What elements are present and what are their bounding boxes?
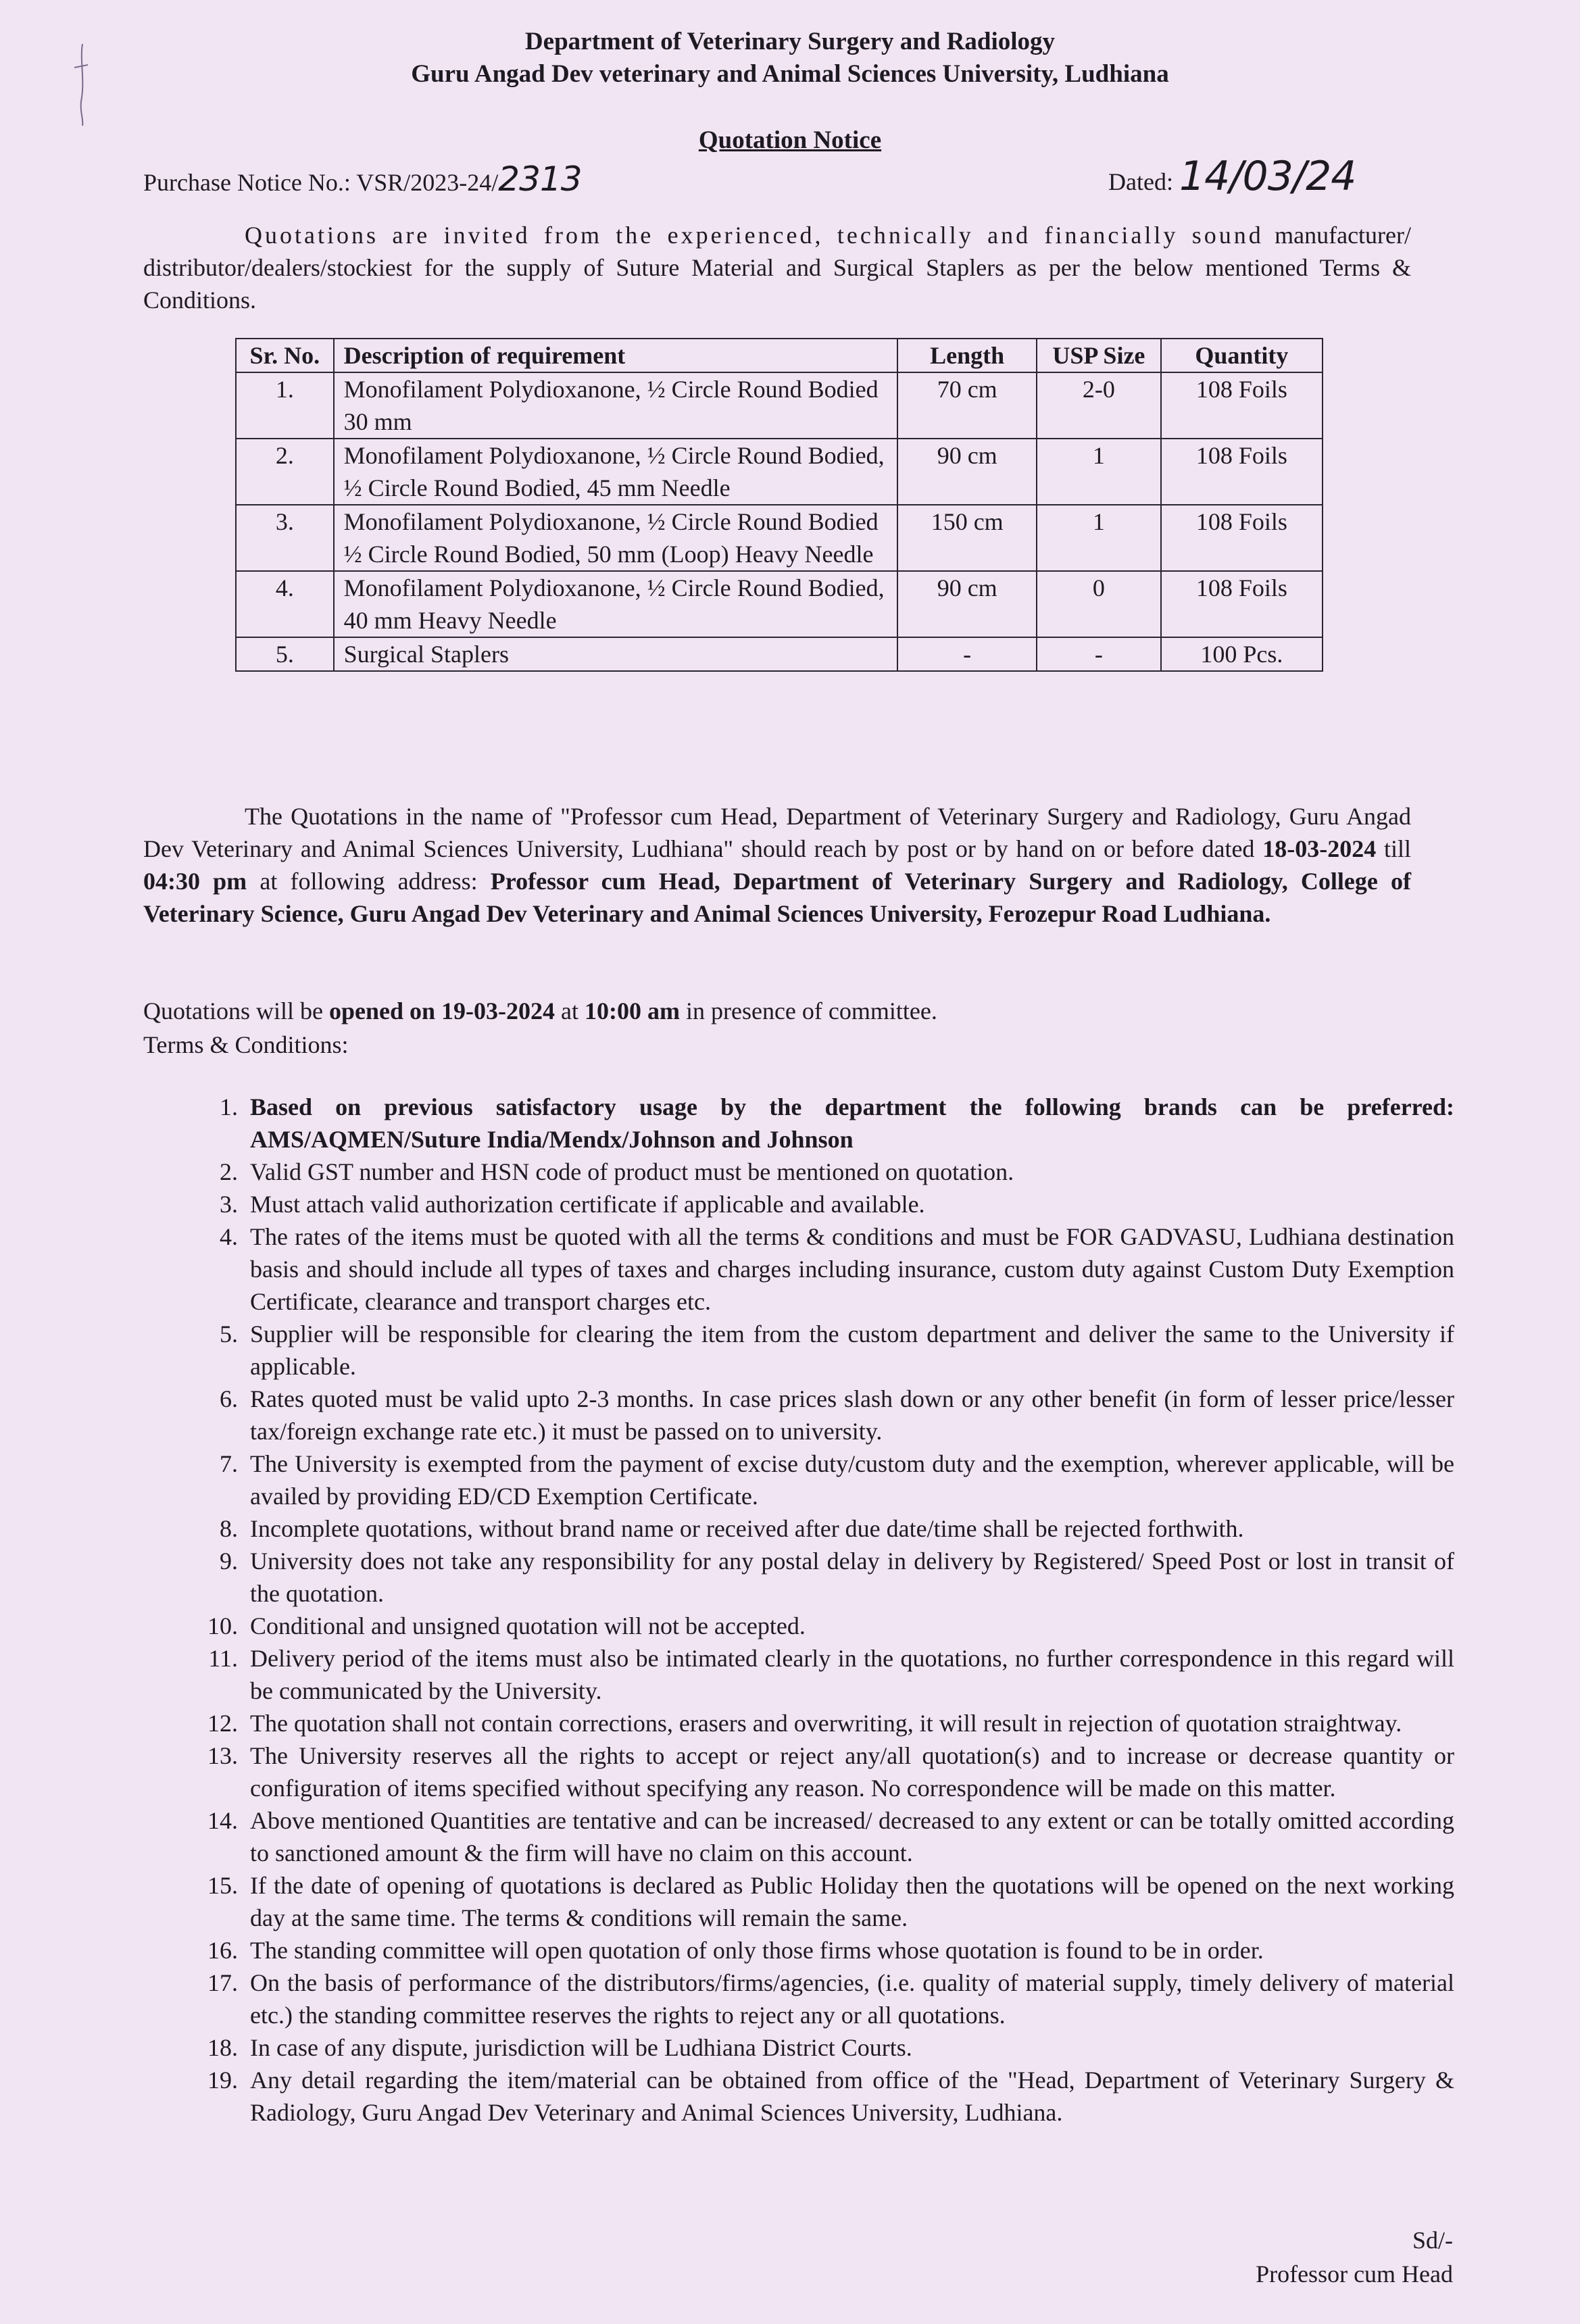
table-row bbox=[236, 505, 1323, 571]
cell-description: Monofilament Polydioxanone, ½ Circle Round Bodied, ½ Circle Round Bodied, 45 mm Needle bbox=[334, 439, 898, 505]
table-row bbox=[236, 372, 1323, 439]
cell-usp-size: 0 bbox=[1037, 571, 1161, 637]
dated-handwritten: 14/03/24 bbox=[1179, 153, 1356, 200]
table-header-row bbox=[236, 339, 1323, 372]
list-item bbox=[143, 1967, 1454, 2031]
requirements-table bbox=[235, 338, 1323, 672]
term-text: Valid GST number and HSN code of product must be mentioned on quotation. bbox=[250, 1158, 1014, 1185]
intro-part1: Quotations are invited from the experienced, technically and financially sound bbox=[245, 222, 1264, 249]
department-heading: Department of Veterinary Surgery and Radiology bbox=[524, 28, 1056, 55]
opening-text-1: Quotations will be bbox=[143, 997, 329, 1024]
term-number: 12. bbox=[207, 1710, 238, 1737]
term-number: 7. bbox=[220, 1450, 238, 1477]
cell-description: Surgical Staplers bbox=[334, 637, 898, 671]
cell-usp-size: 1 bbox=[1037, 505, 1161, 571]
cell-length: 90 cm bbox=[897, 439, 1037, 505]
term-text: Supplier will be responsible for clearing the item from the custom department and deliver the same to the University if applicable. bbox=[250, 1320, 1454, 1380]
submission-paragraph bbox=[143, 800, 1411, 930]
cell-quantity: 108 Foils bbox=[1161, 505, 1323, 571]
table-row bbox=[236, 439, 1323, 505]
list-item bbox=[143, 1707, 1454, 1739]
term-text: Based on previous satisfactory usage by the department the following brands can be preferred: AMS/AQMEN/Suture India/Mendx/Johnson and Johnson bbox=[250, 1093, 1454, 1153]
cell-description: Monofilament Polydioxanone, ½ Circle Round Bodied 30 mm bbox=[334, 372, 898, 439]
term-text: If the date of opening of quotations is declared as Public Holiday then the quotations will be opened on the next working day at the same time. The terms & conditions will remain the same. bbox=[250, 1872, 1454, 1931]
list-item bbox=[143, 2031, 1454, 2064]
term-text: Any detail regarding the item/material can be obtained from office of the "Head, Department of Veterinary Surgery & Radiology, Guru Angad Dev Veterinary and Animal Sciences University, Ludhiana. bbox=[250, 2067, 1454, 2126]
term-text: Above mentioned Quantities are tentative and can be increased/ decreased to any extent or can be totally omitted according to sanctioned amount & the firm will have no claim on this account. bbox=[250, 1807, 1454, 1866]
list-item bbox=[143, 1804, 1454, 1869]
list-item bbox=[143, 1220, 1454, 1318]
list-item bbox=[143, 1610, 1454, 1642]
cell-length: 70 cm bbox=[897, 372, 1037, 439]
term-number: 1. bbox=[220, 1093, 238, 1120]
term-number: 15. bbox=[207, 1872, 238, 1899]
term-text: The standing committee will open quotation of only those firms whose quotation is found to be in order. bbox=[250, 1937, 1264, 1964]
terms-heading: Terms & Conditions: bbox=[143, 1031, 349, 1058]
opening-time: 10:00 am bbox=[585, 997, 680, 1024]
list-item bbox=[143, 2064, 1454, 2129]
cell-usp-size: 1 bbox=[1037, 439, 1161, 505]
cell-sr: 3. bbox=[236, 505, 334, 571]
term-text: In case of any dispute, jurisdiction will be Ludhiana District Courts. bbox=[250, 2034, 912, 2061]
term-text: Incomplete quotations, without brand name or received after due date/time shall be rejected forthwith. bbox=[250, 1515, 1244, 1542]
term-text: The rates of the items must be quoted with all the terms & conditions and must be FOR GADVASU, Ludhiana destination basis and should include all types of taxes and charges including insurance, custom duty against Custom Duty Exemption Certificate, clearance and transport charges etc. bbox=[250, 1223, 1454, 1315]
cell-sr: 2. bbox=[236, 439, 334, 505]
signature-title: Professor cum Head bbox=[1256, 2260, 1453, 2288]
university-heading: Guru Angad Dev veterinary and Animal Sciences University, Ludhiana bbox=[411, 60, 1169, 88]
term-number: 19. bbox=[207, 2067, 238, 2094]
list-item bbox=[143, 1642, 1454, 1707]
header-description: Description of requirement bbox=[334, 339, 898, 372]
cell-quantity: 108 Foils bbox=[1161, 372, 1323, 439]
opening-date: opened on 19-03-2024 bbox=[328, 997, 556, 1024]
header-quantity: Quantity bbox=[1161, 339, 1323, 372]
term-number: 8. bbox=[220, 1515, 238, 1542]
term-text: The University is exempted from the payment of excise duty/custom duty and the exemption, wherever applicable, will be availed by providing ED/CD Exemption Certificate. bbox=[250, 1450, 1454, 1510]
purchase-notice-label: Purchase Notice No.: VSR/2023-24/ bbox=[143, 169, 499, 196]
term-text: Rates quoted must be valid upto 2-3 months. In case prices slash down or any other benefit (in form of lesser price/lesser tax/foreign exchange rate etc.) it must be passed on to university. bbox=[250, 1385, 1454, 1445]
cell-usp-size: 2-0 bbox=[1037, 372, 1161, 439]
term-number: 14. bbox=[207, 1807, 238, 1834]
list-item bbox=[143, 1934, 1454, 1967]
table-row bbox=[236, 571, 1323, 637]
cell-sr: 5. bbox=[236, 637, 334, 671]
table-row bbox=[236, 637, 1323, 671]
list-item bbox=[143, 1091, 1454, 1156]
list-item bbox=[143, 1383, 1454, 1448]
list-item bbox=[143, 1545, 1454, 1610]
cell-length: - bbox=[897, 637, 1037, 671]
term-number: 16. bbox=[207, 1937, 238, 1964]
term-number: 4. bbox=[220, 1223, 238, 1250]
term-number: 9. bbox=[220, 1548, 238, 1575]
term-number: 2. bbox=[220, 1158, 238, 1185]
header-length: Length bbox=[897, 339, 1037, 372]
list-item bbox=[143, 1318, 1454, 1383]
dated-label: Dated: bbox=[1108, 168, 1173, 195]
term-text: University does not take any responsibility for any postal delay in delivery by Registered/ Speed Post or lost in transit of the quotation. bbox=[250, 1548, 1454, 1607]
cell-description: Monofilament Polydioxanone, ½ Circle Round Bodied, 40 mm Heavy Needle bbox=[334, 571, 898, 637]
submission-text-1: The Quotations in the name of "Professor cum Head, Department of Veterinary Surgery and Radiology, Guru Angad Dev Veterinary and Animal Sciences University, Ludhiana" should reach by post or by hand on or before dated bbox=[143, 803, 1411, 862]
list-item bbox=[143, 1739, 1454, 1804]
term-number: 18. bbox=[207, 2034, 238, 2061]
submission-text-2: till bbox=[1376, 835, 1411, 862]
notice-date bbox=[1108, 153, 1356, 200]
term-text: Delivery period of the items must also be intimated clearly in the quotations, no further correspondence in this regard will be communicated by the University. bbox=[250, 1645, 1454, 1704]
purchase-notice-number bbox=[143, 159, 582, 199]
term-number: 17. bbox=[207, 1969, 238, 1996]
cell-length: 90 cm bbox=[897, 571, 1037, 637]
term-number: 3. bbox=[220, 1191, 238, 1218]
terms-list bbox=[143, 1091, 1454, 2129]
opening-paragraph bbox=[143, 995, 1411, 1027]
term-text: The University reserves all the rights to accept or reject any/all quotation(s) and to increase or decrease quantity or configuration of items specified without specifying any reason. No correspondence will be made on this matter. bbox=[250, 1742, 1454, 1802]
list-item bbox=[143, 1156, 1454, 1188]
header-usp-size: USP Size bbox=[1037, 339, 1161, 372]
cell-quantity: 100 Pcs. bbox=[1161, 637, 1323, 671]
list-item bbox=[143, 1188, 1454, 1220]
cell-usp-size: - bbox=[1037, 637, 1161, 671]
cell-sr: 4. bbox=[236, 571, 334, 637]
cell-description: Monofilament Polydioxanone, ½ Circle Round Bodied ½ Circle Round Bodied, 50 mm (Loop) Heavy Needle bbox=[334, 505, 898, 571]
cell-quantity: 108 Foils bbox=[1161, 439, 1323, 505]
submission-text-3: at following address: bbox=[247, 868, 491, 895]
term-number: 5. bbox=[220, 1320, 238, 1348]
term-number: 13. bbox=[207, 1742, 238, 1769]
term-text: On the basis of performance of the distributors/firms/agencies, (i.e. quality of material supply, timely delivery of material etc.) the standing committee reserves the rights to reject any or all quotations. bbox=[250, 1969, 1454, 2029]
header-sr-no: Sr. No. bbox=[236, 339, 334, 372]
term-number: 11. bbox=[208, 1645, 238, 1672]
list-item bbox=[143, 1448, 1454, 1512]
cell-quantity: 108 Foils bbox=[1161, 571, 1323, 637]
term-number: 6. bbox=[220, 1385, 238, 1412]
opening-text-3: in presence of committee. bbox=[679, 997, 937, 1024]
notice-title: Quotation Notice bbox=[698, 126, 882, 154]
intro-part2: manufacturer/ distributor/dealers/stockiest for the supply of Suture Material and Surgical Staplers as per the below mentioned Terms & Conditions. bbox=[143, 222, 1412, 314]
opening-text-2: at bbox=[555, 997, 585, 1024]
signature-sd: Sd/- bbox=[1412, 2227, 1453, 2254]
intro-paragraph bbox=[143, 219, 1411, 316]
term-text: Must attach valid authorization certificate if applicable and available. bbox=[250, 1191, 925, 1218]
term-number: 10. bbox=[207, 1612, 238, 1639]
term-text: The quotation shall not contain corrections, erasers and overwriting, it will result in rejection of quotation straightway. bbox=[250, 1710, 1402, 1737]
list-item bbox=[143, 1869, 1454, 1934]
cell-length: 150 cm bbox=[897, 505, 1037, 571]
term-text: Conditional and unsigned quotation will not be accepted. bbox=[250, 1612, 806, 1639]
submission-address: Professor cum Head, Department of Veterinary Surgery and Radiology, College of Veterinary Science, Guru Angad Dev Veterinary and Animal Sciences University, Ferozepur Road Ludhiana. bbox=[143, 868, 1412, 927]
purchase-notice-handwritten: 2313 bbox=[498, 159, 582, 199]
submission-time: 04:30 pm bbox=[143, 868, 247, 895]
submission-date: 18-03-2024 bbox=[1262, 835, 1377, 862]
cell-sr: 1. bbox=[236, 372, 334, 439]
list-item bbox=[143, 1512, 1454, 1545]
